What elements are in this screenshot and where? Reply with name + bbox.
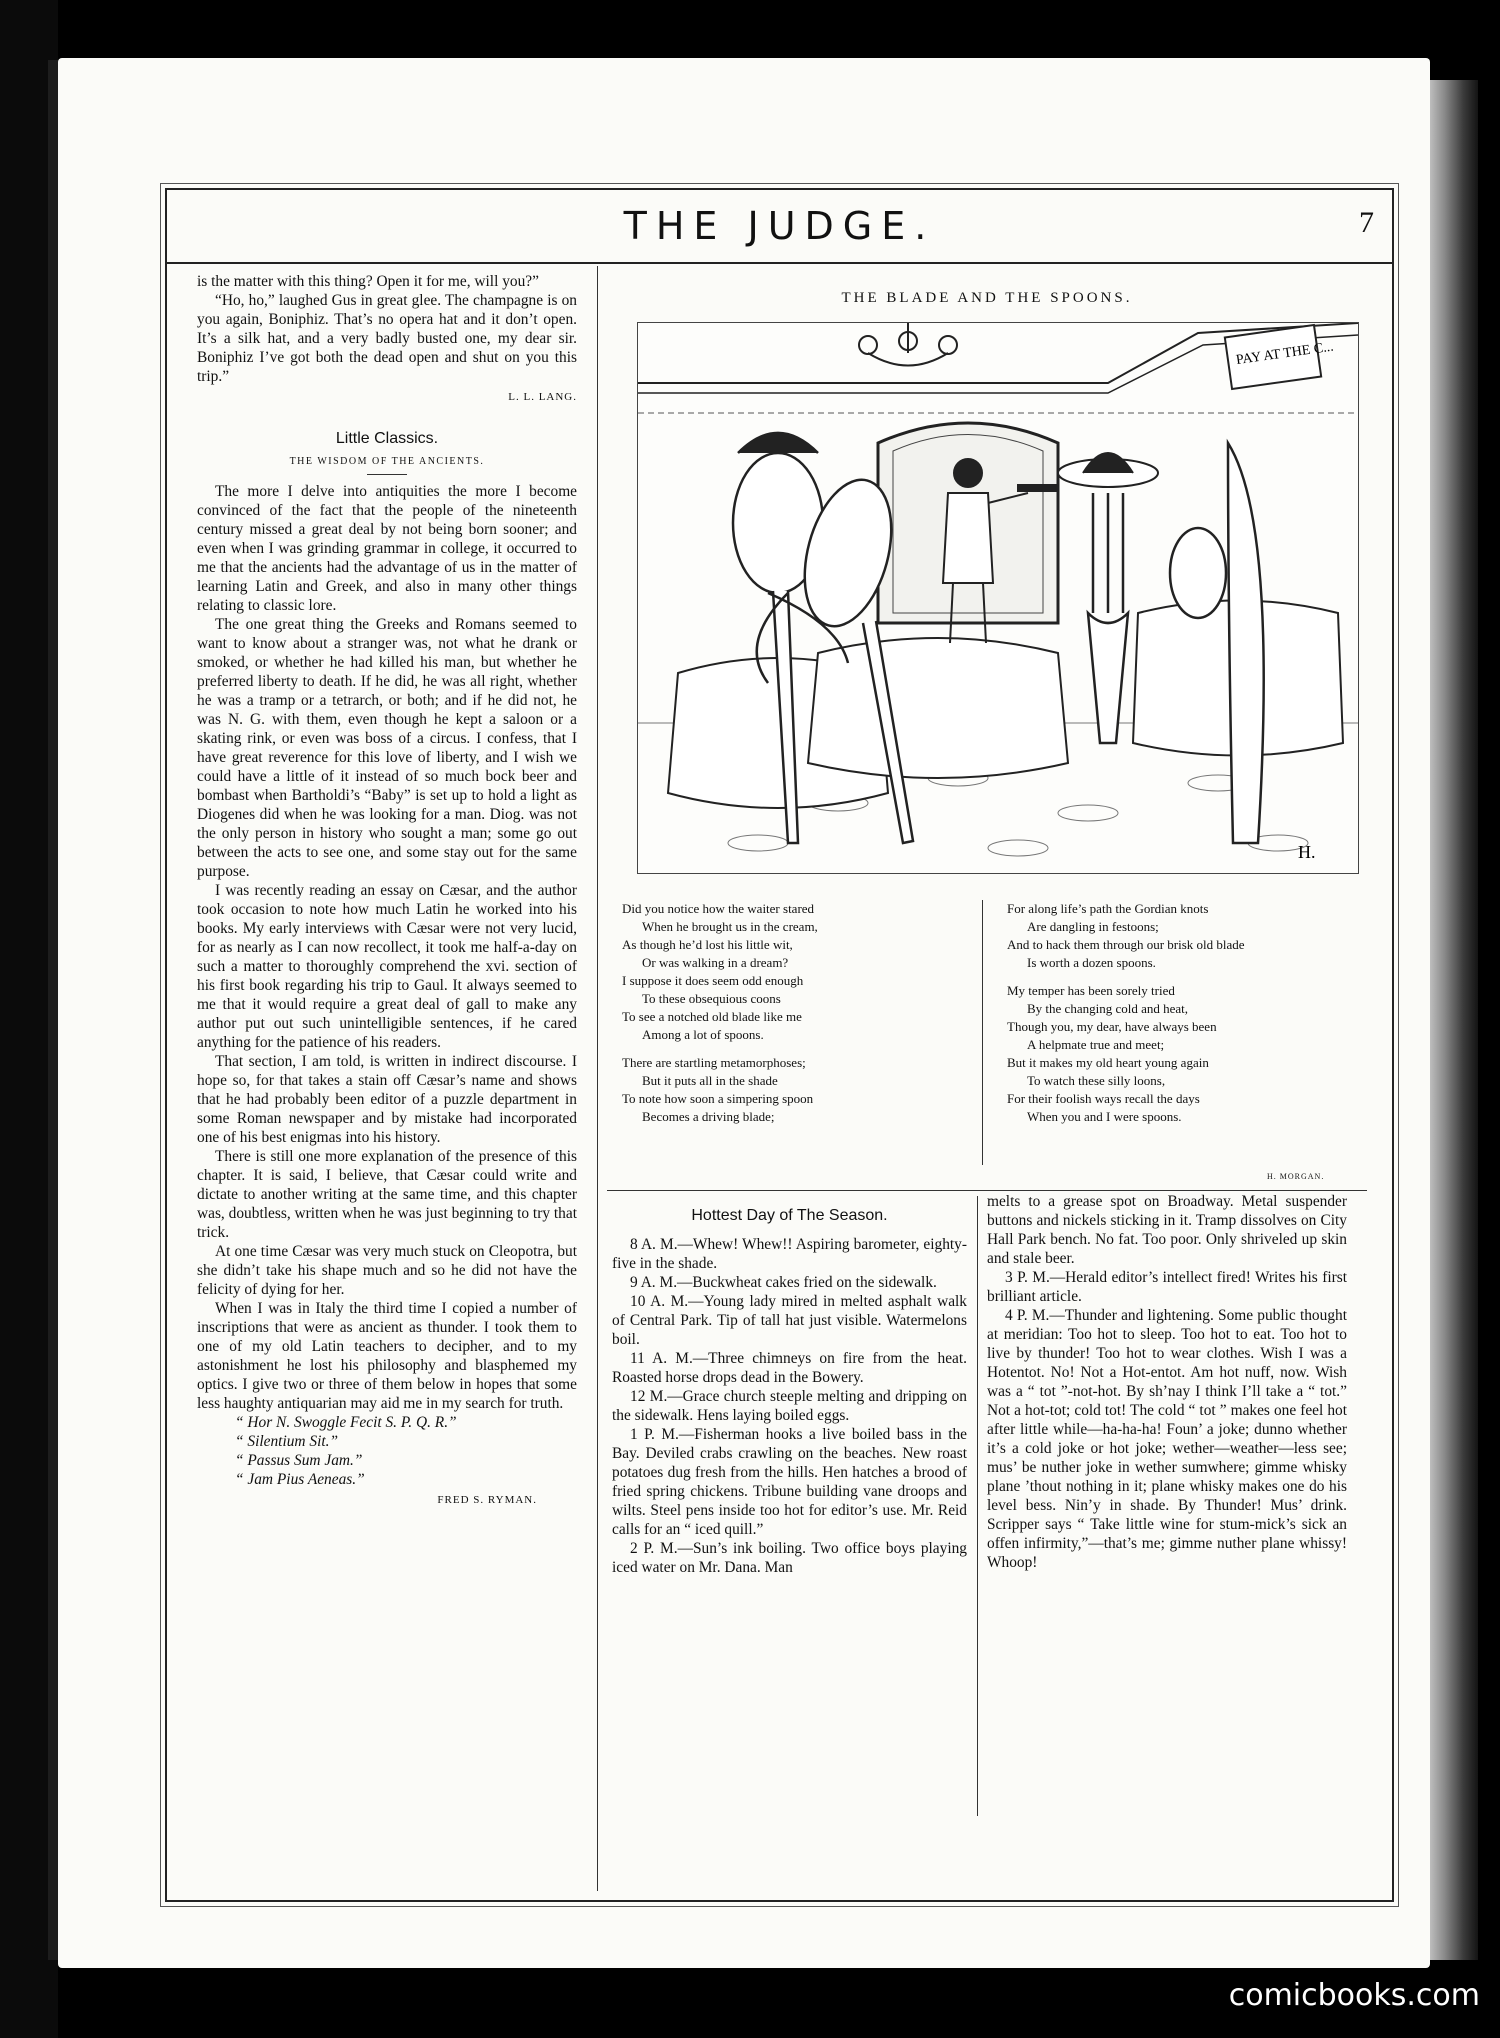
page-frame [165, 188, 1394, 1902]
poem-line: Are dangling in festoons; [1027, 919, 1159, 934]
hot-entry: 2 P. M.—Sun’s ink boiling. Two office boys playing iced water on Mr. Dana. Man [612, 1540, 967, 1576]
hot-entry: melts to a grease spot on Broadway. Metal suspender buttons and nickels sticking in it. Tramp dissolves on City Hall Park bench. No fat. Too poor. Only shriveled up skin and stale beer. [987, 1193, 1347, 1267]
poem-line: But it puts all in the shade [642, 1073, 778, 1088]
hot-entry: 1 P. M.—Fisherman hooks a live boiled bass in the Bay. Deviled crabs crawling on the beaches. New roast potatoes dug fresh from the hills. Hen hatches a brood of fried spring chickens. Tribune building vane droops and wilts. Steel pens inside too hot for editor’s use. Mr. Reid calls for an “ iced quill.” [612, 1426, 967, 1538]
cartoon-sign-text: PAY AT THE C... [1235, 339, 1335, 369]
poem-column-1 [622, 900, 952, 1126]
poem-line: Becomes a driving blade; [642, 1109, 775, 1124]
poem-line: My temper has been sorely tried [1007, 983, 1175, 998]
artist-mark: H. [1298, 842, 1316, 862]
poem-signature: H. MORGAN. [1267, 1172, 1325, 1181]
watermark: comicbooks.com [1228, 1978, 1480, 2013]
section-rule [607, 1190, 1367, 1191]
poem-line: For their foolish ways recall the days [1007, 1091, 1200, 1106]
left-column [197, 272, 577, 1510]
cartoon-drawing [638, 323, 1358, 873]
hot-entry: 3 P. M.—Herald editor’s intellect fired! Writes his first brilliant article. [987, 1269, 1347, 1305]
poem-line: A helpmate true and meet; [1027, 1037, 1165, 1052]
poem-column-2 [1007, 900, 1337, 1126]
masthead-title: THE JUDGE. [623, 204, 936, 248]
poem-line: Among a lot of spoons. [642, 1027, 764, 1042]
hottest-day-column-1 [612, 1196, 967, 1577]
page-number: 7 [1359, 206, 1374, 239]
poem-line: To see a notched old blade like me [622, 1009, 802, 1024]
hot-entry: 9 A. M.—Buckwheat cakes fried on the sidewalk. [630, 1274, 937, 1291]
cartoon-illustration [637, 322, 1359, 874]
poem-line: To these obsequious coons [642, 991, 781, 1006]
column-rule [597, 266, 598, 1891]
article-paragraph: I was recently reading an essay on Cæsar, and the author took occasion to note how much Latin he worked into his books. My early interviews with Cæsar were not very lucid, for as nearly as I can now recollect, it took me half-a-day on such a matter to thoroughly comprehend the xvi. section of his first book regarding his trip to Gaul. It always seemed to me that it would require a great deal of gall to make any author put out such unintelligible sentences, if he cared anything for the patience of his readers. [197, 882, 577, 1051]
poem-line: But it makes my old heart young again [1007, 1055, 1209, 1070]
hot-entry: 12 M.—Grace church steeple melting and dripping on the sidewalk. Hens laying boiled eggs. [612, 1388, 967, 1424]
inscription: “ Jam Pius Aeneas.” [235, 1471, 365, 1488]
article-paragraph: The more I delve into antiquities the more I become convinced of the fact that the people of the nineteenth century missed a great deal by not being born sooner; and even when I was grinding grammar in college, it occurred to me that the ancients had the advantage of us in the matter of learning Latin and Greek, and also in many other things relating to classic lore. [197, 483, 577, 614]
poem-line: Did you notice how the waiter stared [622, 901, 815, 916]
poem-line: As though he’d lost his little wit, [622, 937, 793, 952]
article-signature: FRED S. RYMAN. [437, 1494, 537, 1506]
section-title: Little Classics. [335, 430, 439, 447]
poem-divider [982, 900, 983, 1165]
article-paragraph: At one time Cæsar was very much stuck on Cleopotra, but she didn’t take his shape much and so he did not have the felicity of dying for her. [197, 1243, 577, 1298]
poem-line: By the changing cold and heat, [1027, 1001, 1189, 1016]
intro-signature: L. L. LANG. [508, 391, 577, 403]
article-paragraph: When I was in Italy the third time I copied a number of inscriptions that were as ancient as thunder. I took them to one of my old Latin teachers to decipher, and to my astonishment he lost his philosophy and blasphemed my optics. I give two or three of them below in hopes that some less haughty antiquarian may aid me in my search for truth. [197, 1300, 577, 1412]
hot-entry: 11 A. M.—Three chimneys on fire from the heat. Roasted horse drops dead in the Bowery. [612, 1350, 967, 1386]
hottest-day-column-2 [987, 1192, 1347, 1572]
poem-line: I suppose it does seem odd enough [622, 973, 804, 988]
cartoon-title: THE BLADE AND THE SPOONS. [841, 290, 1133, 306]
hottest-day-title: Hottest Day of The Season. [691, 1207, 888, 1224]
hot-entry: 10 A. M.—Young lady mired in melted asphalt walk of Central Park. Tip of tall hat just visible. Watermelons boil. [612, 1293, 967, 1348]
left-book-spine [0, 0, 58, 2038]
hot-entry: 4 P. M.—Thunder and lightening. Some public thought at meridian: Too hot to sleep. Too hot to eat. Too hot to live by thunder! Too hot to wear clothes. Wish I was a Hotentot. No! Not a Hot-entot. Am hot nuff, now. Wish was a “ tot ”-not-hot. By sh’nay I think I’ll take a “ tot.” Not a hot-tot; cold tot! The cold “ tot ” makes one feel hot after little while—ha-ha-ha! Foun’ a joke; dunno whether it’s a cold joke or hot joke; wether—weather—less see; mus’ be nuther joke in wether sumwhere; gimme whisky plane ’thout nothing in it; plane whisky makes one do his level bess. Nin’y in shade. By Thunder! Mus’ drink. Scripper says “ Take little wine for stum-mick’s sick an offen infirmity,”—that’s me; gimme nuther plane whissy! Whoop! [987, 1307, 1347, 1571]
poem-line: Though you, my dear, have always been [1007, 1019, 1217, 1034]
article-paragraph: That section, I am told, is written in indirect discourse. I hope so, for that takes a stain off Cæsar’s name and shows that he had probably been editor of a puzzle department in some Roman newspaper and by mistake had incorporated one of his best enigmas into his history. [197, 1053, 577, 1146]
poem-line: And to hack them through our brisk old blade [1007, 937, 1245, 952]
poem-line: For along life’s path the Gordian knots [1007, 901, 1209, 916]
section-subtitle: THE WISDOM OF THE ANCIENTS. [289, 456, 485, 467]
poem-line: When you and I were spoons. [1027, 1109, 1182, 1124]
intro-paragraph: is the matter with this thing? Open it for me, will you?” [197, 273, 539, 290]
poem-line: When he brought us in the cream, [642, 919, 818, 934]
article-paragraph: There is still one more explanation of the presence of this chapter. It is said, I believe, that Cæsar could write and dictate to another writing at the same time, and this chapter was, doubtless, written when he was just beginning to try that trick. [197, 1148, 577, 1241]
poem-line: Or was walking in a dream? [642, 955, 789, 970]
inscription: “ Silentium Sit.” [235, 1433, 339, 1450]
hot-entry: 8 A. M.—Whew! Whew!! Aspiring barometer, eighty-five in the shade. [612, 1236, 967, 1272]
poem-line: To note how soon a simpering spoon [622, 1091, 814, 1106]
poem-line: To watch these silly loons, [1027, 1073, 1166, 1088]
intro-paragraph: “Ho, ho,” laughed Gus in great glee. The champagne is on you again, Boniphiz. That’s no opera hat and it don’t open. It’s a silk hat, and a very badly busted one, my dear sir. Boniphiz I’ve got both the dead open and shut on you this trip.” [197, 292, 577, 385]
right-book-binding [1430, 80, 1478, 1960]
inscription: “ Hor N. Swoggle Fecit S. P. Q. R.” [235, 1414, 457, 1431]
inscription: “ Passus Sum Jam.” [235, 1452, 363, 1469]
masthead-rule [167, 262, 1392, 264]
column-rule-lower [977, 1196, 978, 1816]
poem-line: There are startling metamorphoses; [622, 1055, 806, 1070]
article-paragraph: The one great thing the Greeks and Romans seemed to want to know about a stranger was, not what he drank or smoked, or whether he had killed his man, but whether he preferred liberty to death. If he did, he was all right, whether he was a tramp or a tetrarch, or both; and if he did not, he was N. G. with them, even though he kept a saloon or a skating rink, or even was boss of a circus. I confess, that I have great reverence for this love of liberty, and I wish we could have a little of it instead of so much bock beer and bombast when Bartholdi’s “Baby” is set up to hold a light as Diogenes did when he was looking for a man. Diog. was not the only person in history who sought a man; some go out between the acts to see one, and some stay out for the same purpose. [197, 616, 577, 880]
short-rule [367, 474, 407, 475]
poem-line: Is worth a dozen spoons. [1027, 955, 1156, 970]
